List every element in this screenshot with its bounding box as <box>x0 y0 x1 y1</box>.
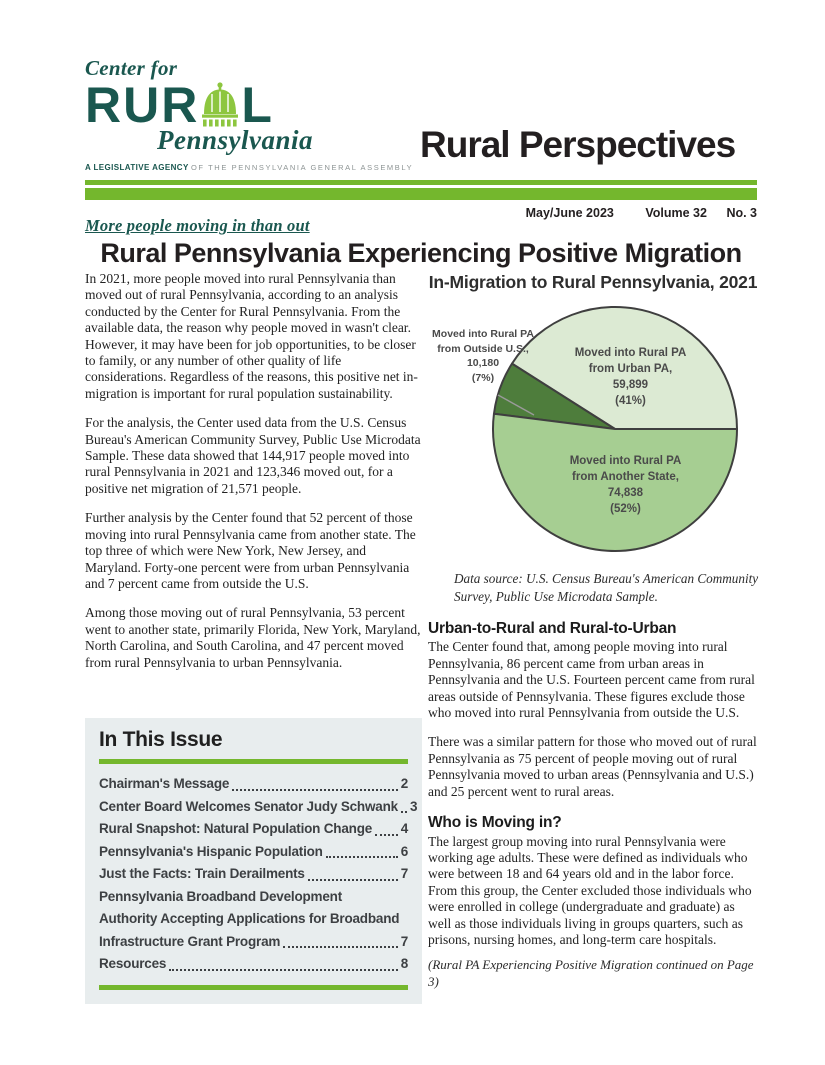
body-paragraph: The Center found that, among people moving into rural Pennsylvania, 86 percent came from urban areas in Pennsylvania and the U.S. Fourteen percent came from rural areas outside of Pennsylvania. These figures exclude those who moved into rural Pennsylvania from outside the U.S. <box>428 639 755 721</box>
newsletter-title: Rural Perspectives <box>420 124 736 165</box>
logo-word-l: L <box>241 77 274 133</box>
toc-item-label: Chairman's Message <box>99 776 230 791</box>
logo-tagline <box>85 163 414 172</box>
toc-dot-leader <box>326 856 398 858</box>
toc-page-number: 6 <box>400 843 408 859</box>
toc-page-number: 2 <box>400 776 408 791</box>
section-heading: Who is Moving in? <box>428 814 562 832</box>
in-this-issue-box <box>85 718 422 1004</box>
pie-label-line: from Another State, <box>572 471 679 484</box>
toc-item-label: Authority Accepting Applications for Broadband <box>99 911 400 926</box>
left-column <box>85 271 422 684</box>
toc-page-number: 3 <box>409 798 418 814</box>
right-column <box>428 274 758 990</box>
toc-item <box>99 886 408 909</box>
chart-title: In-Migration to Rural Pennsylvania, 2021 <box>428 272 758 292</box>
pie-label-urban-pa <box>548 346 713 409</box>
toc-dot-leader <box>375 834 398 836</box>
toc-item <box>99 773 408 796</box>
pie-label-line: Moved into Rural PA <box>574 347 687 360</box>
body-paragraph: Further analysis by the Center found that 52 percent of those moving into rural Pennsylvania came from another state. The top three of which were New York, New Jersey, and Maryland. Forty-one percent were from urban Pennsylvania and 7 percent came from outside the U.S. <box>85 510 416 591</box>
toc-dot-leader <box>232 789 398 791</box>
toc-heading: In This Issue <box>99 728 223 751</box>
toc-item <box>99 818 408 841</box>
toc-page-number: 7 <box>400 933 408 949</box>
toc-dot-leader <box>401 811 407 813</box>
issue-volume: Volume 32 <box>645 206 707 220</box>
pie-label-another-state <box>543 454 708 517</box>
toc-item-label: Resources <box>99 956 167 971</box>
pie-label-line: 10,180 <box>466 357 500 370</box>
toc-item <box>99 863 408 886</box>
toc-rule-top <box>99 759 408 764</box>
toc-item-label: Pennsylvania's Hispanic Population <box>99 843 323 859</box>
toc-item-label: Rural Snapshot: Natural Population Change <box>99 821 373 836</box>
toc-page-number: 8 <box>400 956 408 971</box>
pie-label-line: 59,899 <box>612 379 649 392</box>
chart-caption: Data source: U.S. Census Bureau's American Community Survey, Public Use Microdata Sample. <box>454 571 759 605</box>
toc-item <box>99 841 408 864</box>
logo-rural-wordmark <box>85 77 405 133</box>
article-headline: Rural Pennsylvania Experiencing Positive Migration <box>100 238 742 268</box>
issue-number: No. 3 <box>726 206 757 220</box>
pie-label-line: (41%) <box>615 394 646 407</box>
toc-dot-leader <box>308 879 398 881</box>
toc-list <box>99 773 418 976</box>
toc-item <box>99 953 408 976</box>
logo-word-rur: RUR <box>85 77 200 133</box>
section-who-is-moving-in <box>428 815 758 948</box>
pie-label-line: Moved into Rural PA <box>569 455 682 468</box>
toc-item <box>99 931 408 954</box>
toc-dot-leader <box>283 946 397 948</box>
logo-tagline-bold: A LEGISLATIVE AGENCY <box>85 163 189 172</box>
toc-rule-bottom <box>99 985 408 990</box>
body-paragraph: The largest group moving into rural Pennsylvania were working age adults. These were defined as individuals who were between 18 and 64 years old and in the labor force. From this group, the Center excluded those individuals who were enrolled in college (undergraduate and graduate) as well as those individuals living in groups quarters, such as prisons, nursing homes, and long-term care hospitals. <box>428 833 752 947</box>
body-paragraph: For the analysis, the Center used data from the U.S. Census Bureau's American Community Survey, Public Use Microdata Sample. These data showed that 144,917 people moved into rural Pennsylvania in 2021 and 123,346 moved out, for a positive net migration of 21,571 people. <box>85 415 421 496</box>
pie-label-line: (7%) <box>471 371 495 384</box>
center-for-rural-pa-logo <box>85 56 414 172</box>
pie-chart <box>428 294 758 562</box>
pie-label-outside-us <box>428 327 538 385</box>
toc-item <box>99 796 418 819</box>
accent-rule-thick <box>85 188 757 200</box>
section-heading: Urban-to-Rural and Rural-to-Urban <box>428 620 677 638</box>
section-urban-to-rural <box>428 621 758 800</box>
body-paragraph: Among those moving out of rural Pennsylvania, 53 percent went to another state, primarily Florida, New York, Maryland, North Carolina, and South Carolina, and 47 percent moved from rural Pennsylvania to urban Pennsylvania. <box>85 605 421 670</box>
continued-note: (Rural PA Experiencing Positive Migration continued on Page 3) <box>428 957 754 989</box>
toc-item-label: Pennsylvania Broadband Development <box>99 888 343 904</box>
logo-pennsylvania: Pennsylvania <box>157 125 314 155</box>
logo-tagline-rest: OF THE PENNSYLVANIA GENERAL ASSEMBLY <box>190 163 414 172</box>
toc-page-number: 7 <box>400 866 408 881</box>
body-paragraph: There was a similar pattern for those who moved out of rural Pennsylvania as 75 percent of people moving out of rural Pennsylvania moved to urban areas (Pennsylvania and U.S.) and 25 percent went to rural areas. <box>428 734 757 799</box>
toc-item-label: Just the Facts: Train Derailments <box>99 866 305 881</box>
toc-dot-leader <box>169 969 397 971</box>
pie-label-line: (52%) <box>610 502 641 515</box>
pie-label-line: from Urban PA, <box>588 363 673 376</box>
toc-page-number: 4 <box>400 821 408 836</box>
pie-label-line: 74,838 <box>607 487 644 500</box>
logo-center-for: Center for <box>85 56 178 80</box>
pie-label-line: Moved into Rural PA <box>432 328 534 341</box>
accent-rule-thin <box>85 180 757 185</box>
toc-item <box>99 908 408 931</box>
body-paragraph: In 2021, more people moved into rural Pennsylvania than moved out of rural Pennsylvania, according to an analysis conducted by the Center for Rural Pennsylvania. From the available data, the reason why people moved in wasn't clear. However, it may have been for job opportunities, to be closer to family, or any number of other quality of life considerations. Regardless of the reasons, this positive net in-migration is important for rural population sustainability. <box>85 271 418 401</box>
toc-item-label: Center Board Welcomes Senator Judy Schwank <box>99 798 398 814</box>
pie-label-line: from Outside U.S., <box>437 342 529 355</box>
toc-item-label: Infrastructure Grant Program <box>99 933 281 949</box>
capitol-dome-icon <box>200 81 240 127</box>
issue-date: May/June 2023 <box>525 206 614 220</box>
article-kicker: More people moving in than out <box>85 216 310 235</box>
